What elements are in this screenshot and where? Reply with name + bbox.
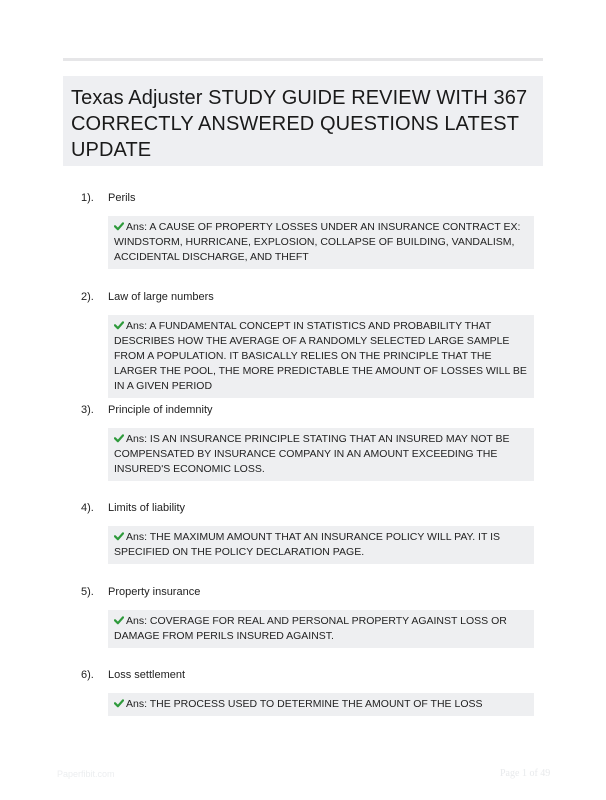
- answer-text: Ans: A CAUSE OF PROPERTY LOSSES UNDER AN INSURANCE CONTRACT EX: WINDSTORM, HURRICANE, EXPLOSION, COLLAPSE OF BUILDING, VANDALISM, ACCIDENTAL DISCHARGE, AND THEFT: [114, 221, 521, 263]
- answer-text: Ans: A FUNDAMENTAL CONCEPT IN STATISTICS AND PROBABILITY THAT DESCRIBES HOW THE AVERAGE OF A RANDOMLY SELECTED LARGE SAMPLE FROM A POPULATION. IT BASICALLY RELIES ON THE PRINCIPLE THAT THE LARGER THE POOL, THE MORE PREDICTABLE THE AMOUNT OF LOSSES WILL BE IN A GIVEN PERIOD: [114, 320, 527, 392]
- check-icon: [114, 531, 124, 541]
- page-number: Page 1 of 49: [500, 768, 551, 779]
- question-text: Perils: [108, 192, 136, 204]
- question-number: 2).: [81, 291, 94, 303]
- check-icon: [114, 320, 124, 330]
- question-number: 1).: [81, 192, 94, 204]
- question-number: 5).: [81, 586, 94, 598]
- answer-text: Ans: IS AN INSURANCE PRINCIPLE STATING THAT AN INSURED MAY NOT BE COMPENSATED BY INSURANCE COMPANY IN AN AMOUNT EXCEEDING THE INSURED'S ECONOMIC LOSS.: [114, 433, 510, 475]
- footer-watermark: Paperfibit.com: [57, 769, 115, 779]
- question-text: Limits of liability: [108, 502, 186, 514]
- title-banner: [63, 76, 543, 166]
- answer-text: Ans: COVERAGE FOR REAL AND PERSONAL PROPERTY AGAINST LOSS OR DAMAGE FROM PERILS INSURED AGAINST.: [114, 615, 507, 642]
- question-text: Law of large numbers: [108, 291, 214, 303]
- answer-text: Ans: THE PROCESS USED TO DETERMINE THE AMOUNT OF THE LOSS: [126, 698, 483, 710]
- question-text: Loss settlement: [108, 669, 186, 681]
- document-title: Texas Adjuster STUDY GUIDE REVIEW WITH 367 CORRECTLY ANSWERED QUESTIONS LATEST UPDATE: [71, 87, 528, 161]
- answer-box: [108, 428, 534, 481]
- question-number: 4).: [81, 502, 94, 514]
- question-text: Property insurance: [108, 586, 201, 598]
- check-icon: [114, 221, 124, 231]
- answer-box: [108, 216, 534, 269]
- answer-text: Ans: THE MAXIMUM AMOUNT THAT AN INSURANCE POLICY WILL PAY. IT IS SPECIFIED ON THE POLICY DECLARATION PAGE.: [114, 531, 501, 558]
- question-number: 6).: [81, 669, 94, 681]
- question-text: Principle of indemnity: [108, 404, 213, 416]
- question-number: 3).: [81, 404, 94, 416]
- answer-box: [108, 693, 534, 716]
- check-icon: [114, 698, 124, 708]
- answer-box: [108, 526, 534, 564]
- answer-box: [108, 610, 534, 648]
- answer-box: [108, 315, 534, 398]
- check-icon: [114, 615, 124, 625]
- top-divider: [63, 58, 543, 61]
- check-icon: [114, 433, 124, 443]
